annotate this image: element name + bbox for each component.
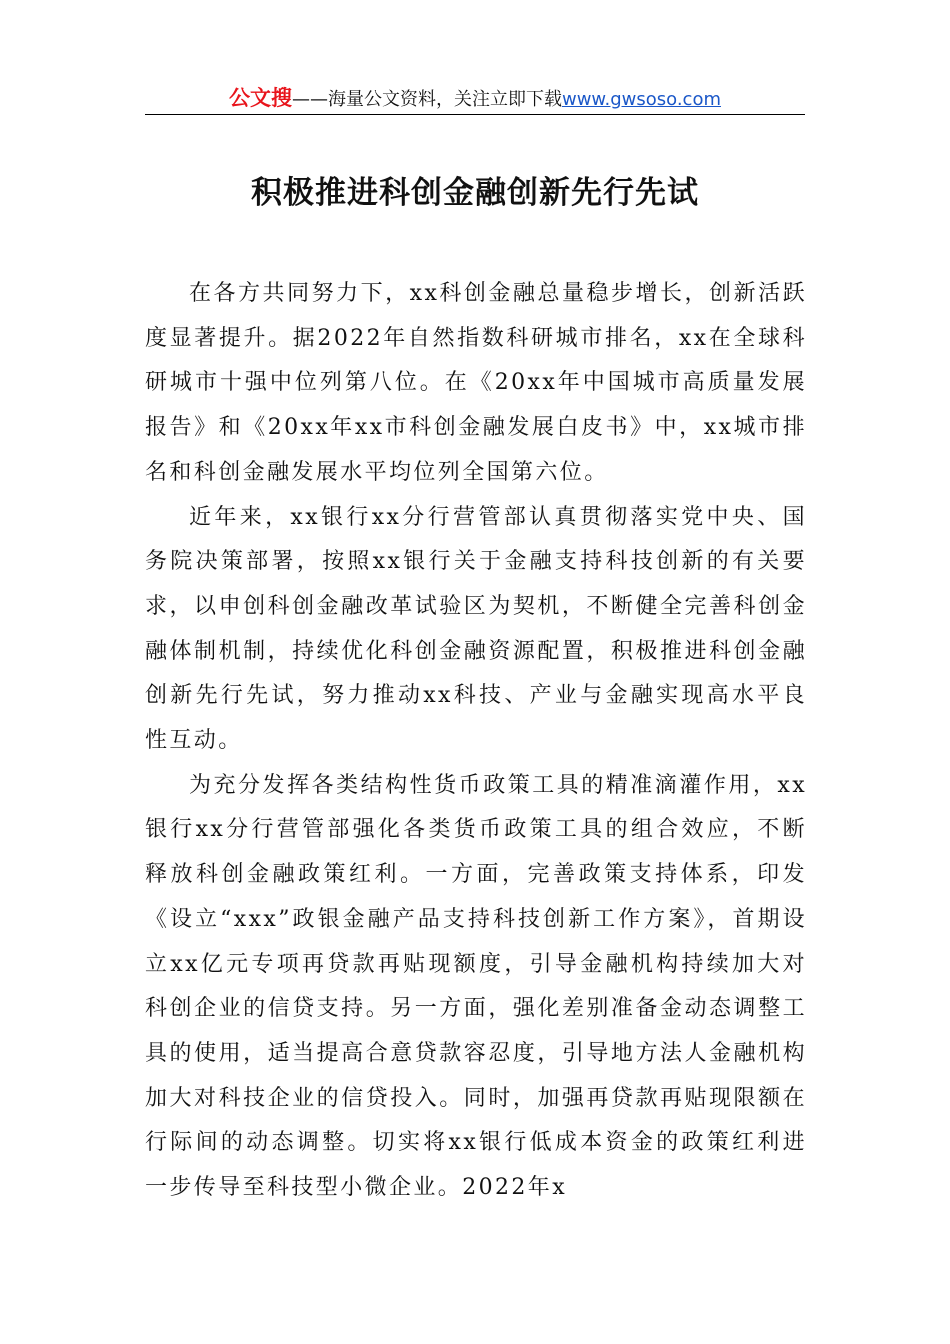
paragraph: 在各方共同努力下，xx科创金融总量稳步增长，创新活跃度显著提升。据2022年自然指数科研城市排名，xx在全球科研城市十强中位列第八位。在《20xx年中国城市高质量发展报告》和《20xx年xx市科创金融发展白皮书》中，xx城市排名和科创金融发展水平均位列全国第六位。 xyxy=(145,281,807,485)
site-header xyxy=(145,82,805,114)
site-link[interactable]: www.gwsoso.com xyxy=(561,89,721,110)
header-divider xyxy=(145,114,805,115)
header-tagline: ——海量公文资料，关注立即下载 xyxy=(291,89,562,110)
document-title: 积极推进科创金融创新先行先试 xyxy=(251,175,699,211)
brand-logo-text: 公文搜 xyxy=(228,86,292,110)
document-body xyxy=(145,272,807,1211)
paragraph: 近年来，xx银行xx分行营管部认真贯彻落实党中央、国务院决策部署，按照xx银行关于金融支持科技创新的有关要求，以申创科创金融改革试验区为契机，不断健全完善科创金融体制机制，持续优化科创金融资源配置，积极推进科创金融创新先行先试，努力推动xx科技、产业与金融实现高水平良性互动。 xyxy=(145,504,807,754)
paragraph: 为充分发挥各类结构性货币政策工具的精准滴灌作用，xx银行xx分行营管部强化各类货币政策工具的组合效应，不断释放科创金融政策红利。一方面，完善政策支持体系，印发《设立“xxx”政银金融产品支持科技创新工作方案》，首期设立xx亿元专项再贷款再贴现额度，引导金融机构持续加大对科创企业的信贷支持。另一方面，强化差别准备金动态调整工具的使用，适当提高合意贷款容忍度，引导地方法人金融机构加大对科技企业的信贷投入。同时，加强再贷款再贴现限额在行际间的动态调整。切实将xx银行低成本资金的政策红利进一步传导至科技型小微企业。2022年x xyxy=(145,772,807,1201)
